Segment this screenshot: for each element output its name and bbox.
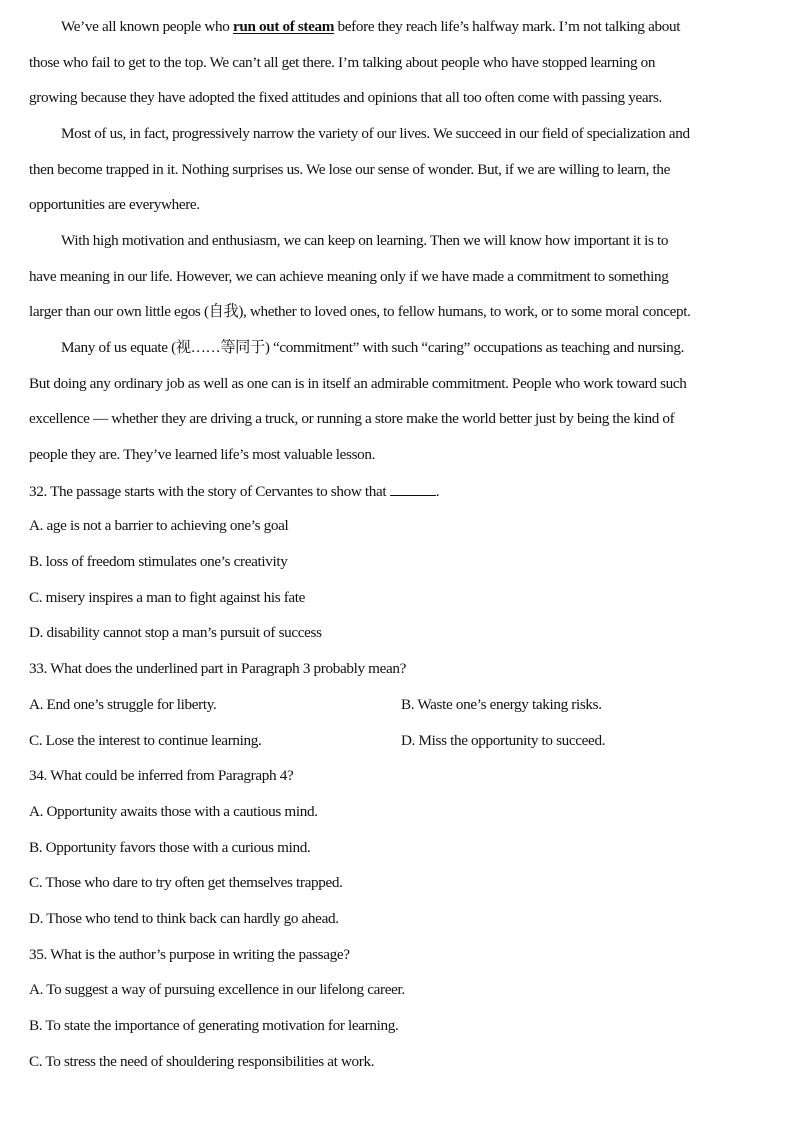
text-span: . <box>435 483 440 500</box>
question-33-option-d: D. Miss the opportunity to succeed. <box>401 732 606 749</box>
question-35-option-c: C. To stress the need of shouldering responsibilities at work. <box>29 1053 375 1070</box>
text-span: 32. The passage starts with the story of Cervantes to show that <box>29 483 390 500</box>
question-33-option-b: B. Waste one’s energy taking risks. <box>401 696 602 713</box>
question-35-stem: 35. What is the author’s purpose in writing the passage? <box>29 946 350 963</box>
question-32-option-b: B. loss of freedom stimulates one’s creativity <box>29 553 288 570</box>
question-34-stem: 34. What could be inferred from Paragraph 4? <box>29 767 294 784</box>
passage-p1-line-2: those who fail to get to the top. We can’t all get there. I’m talking about people who have stopped learning on <box>29 54 656 71</box>
passage-p4-line-4: people they are. They’ve learned life’s most valuable lesson. <box>29 446 376 463</box>
passage-p4-line-1: Many of us equate (视……等同于) “commitment” with such “caring” occupations as teaching and nursing. <box>61 339 685 356</box>
question-33-option-c: C. Lose the interest to continue learning. <box>29 732 262 749</box>
question-33-stem: 33. What does the underlined part in Paragraph 3 probably mean? <box>29 660 407 677</box>
passage-p3-line-3: larger than our own little egos (自我), whether to loved ones, to fellow humans, to work, or to some moral concept. <box>29 303 691 320</box>
passage-p4-line-2: But doing any ordinary job as well as one can is in itself an admirable commitment. People who work toward such <box>29 375 687 392</box>
text-span: We’ve all known people who <box>61 18 233 35</box>
question-34-option-b: B. Opportunity favors those with a curious mind. <box>29 839 311 856</box>
passage-p1-line-1 <box>61 17 680 37</box>
passage-p1-line-3: growing because they have adopted the fixed attitudes and opinions that all too often come with passing years. <box>29 89 662 106</box>
text-span: before they reach life’s halfway mark. I’m not talking about <box>334 18 681 35</box>
question-35-option-a: A. To suggest a way of pursuing excellence in our lifelong career. <box>29 981 405 998</box>
question-34-option-a: A. Opportunity awaits those with a cautious mind. <box>29 803 318 820</box>
question-32-stem <box>29 481 439 502</box>
answer-blank <box>390 481 436 496</box>
question-34-option-d: D. Those who tend to think back can hardly go ahead. <box>29 910 339 927</box>
question-33-option-a: A. End one’s struggle for liberty. <box>29 696 217 713</box>
passage-p2-line-2: then become trapped in it. Nothing surprises us. We lose our sense of wonder. But, if we are willing to learn, the <box>29 161 671 178</box>
question-34-option-c: C. Those who dare to try often get themselves trapped. <box>29 874 343 891</box>
passage-p4-line-3: excellence — whether they are driving a truck, or running a store make the world better just by being the kind of <box>29 410 675 427</box>
passage-p3-line-1: With high motivation and enthusiasm, we can keep on learning. Then we will know how important it is to <box>61 232 669 249</box>
passage-p3-line-2: have meaning in our life. However, we can achieve meaning only if we have made a commitment to something <box>29 268 669 285</box>
question-32-option-a: A. age is not a barrier to achieving one’s goal <box>29 517 289 534</box>
question-32-option-d: D. disability cannot stop a man’s pursuit of success <box>29 624 322 641</box>
question-35-option-b: B. To state the importance of generating motivation for learning. <box>29 1017 399 1034</box>
passage-p2-line-1: Most of us, in fact, progressively narrow the variety of our lives. We succeed in our field of specialization and <box>61 125 690 142</box>
question-32-option-c: C. misery inspires a man to fight against his fate <box>29 589 306 606</box>
passage-p2-line-3: opportunities are everywhere. <box>29 196 200 213</box>
underlined-phrase: run out of steam <box>232 18 335 35</box>
